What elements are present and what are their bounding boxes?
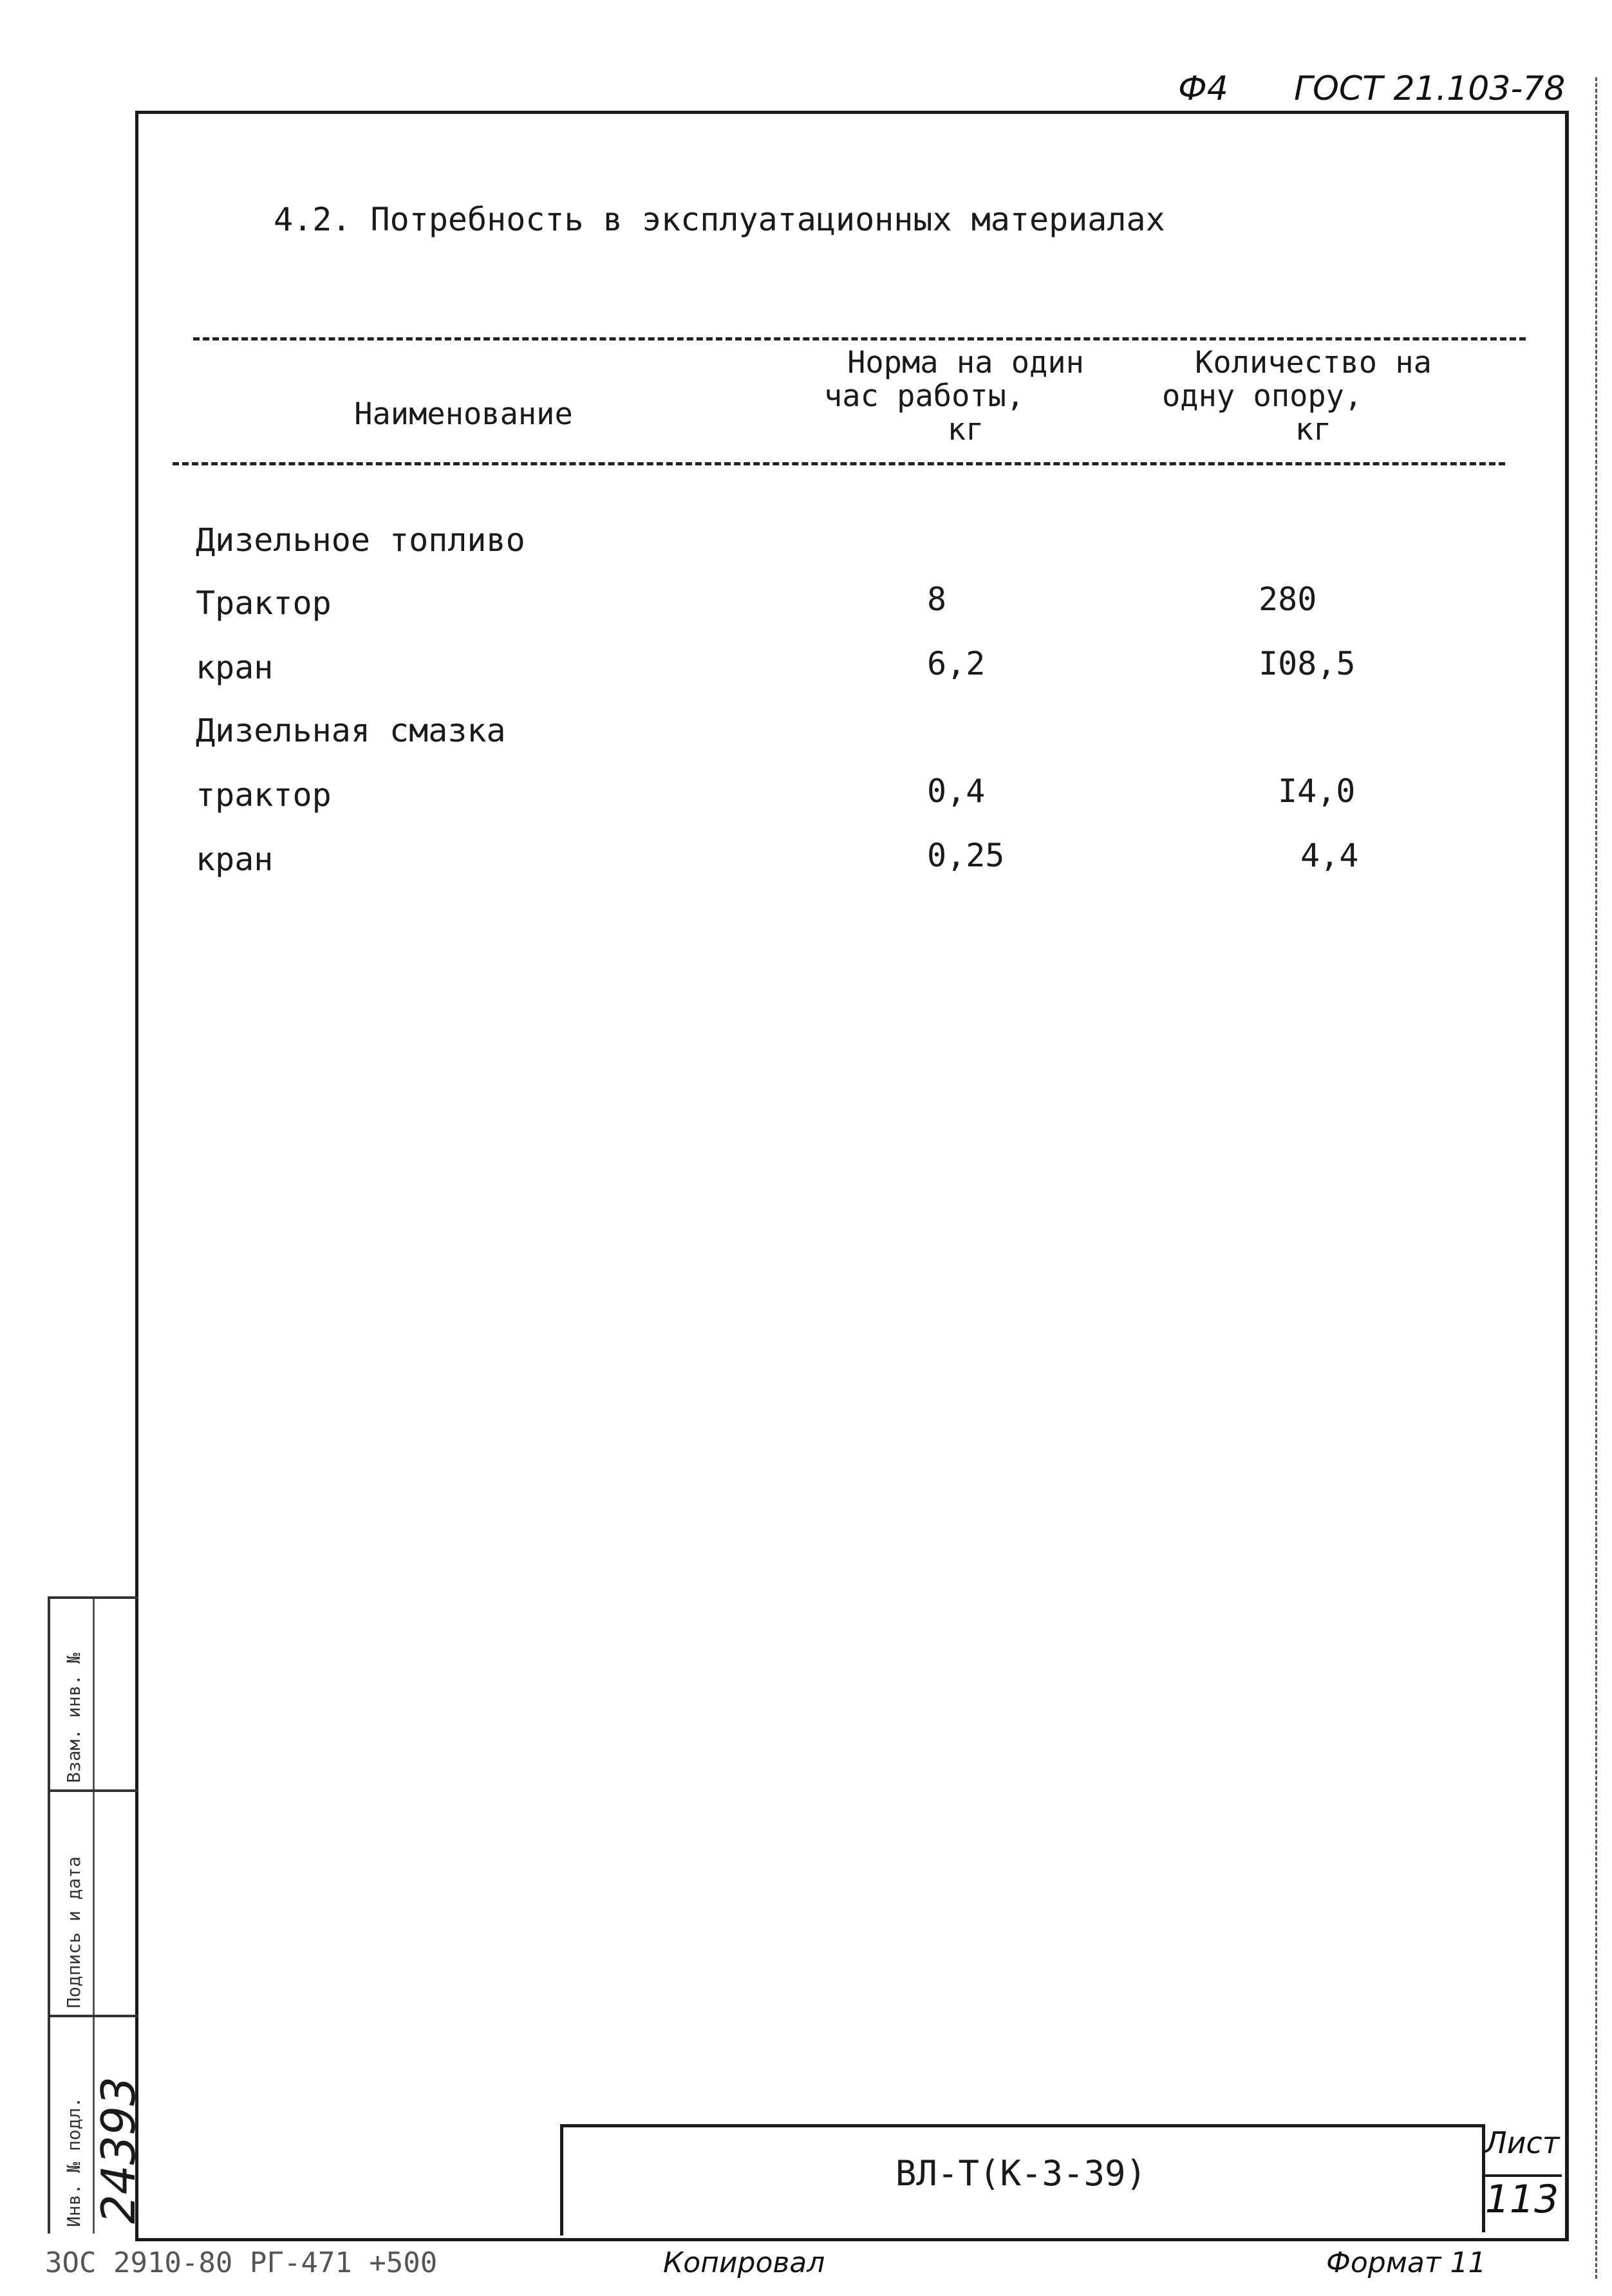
margin-stamp [48, 1596, 145, 2234]
right-margin-line [1595, 77, 1597, 2279]
table-row-norm: 0,25 [927, 837, 1005, 874]
table-row-norm: 0,4 [927, 772, 986, 810]
table-row-name: Дизельная смазка [196, 712, 506, 749]
margin-cell-top [50, 1596, 138, 1599]
table-row-norm: 6,2 [927, 645, 986, 682]
replace-label: Взам. инв. № [63, 1652, 84, 1783]
col-header-norm [798, 346, 1133, 447]
table-row-name: Дизельное топливо [196, 521, 525, 559]
table-row-qty: 4,4 [1300, 837, 1359, 874]
table-row-name: кран [196, 841, 274, 878]
table-row-norm: 8 [927, 581, 947, 618]
margin-cell-sep [50, 2015, 138, 2017]
table-row-qty: I4,0 [1278, 772, 1356, 810]
col-header-norm-line: кг [947, 412, 984, 447]
col-header-qty-line: кг [1295, 412, 1332, 447]
col-header-name [296, 398, 631, 431]
copied-by: Копировал [663, 2246, 825, 2279]
col-header-qty-line: Количество на [1195, 345, 1432, 380]
inv-label: Инв. № подл. [63, 2096, 84, 2227]
table-header-rule [173, 462, 1505, 465]
inv-number: 24393 [91, 2076, 145, 2224]
col-header-name-line: Наименование [354, 397, 573, 432]
table-row-qty: 280 [1259, 581, 1317, 618]
col-header-qty-line: одну опору, [1162, 378, 1363, 414]
format-code: Ф4 [1178, 70, 1228, 108]
table-row-qty: I08,5 [1259, 645, 1356, 682]
standard-code: ГОСТ 21.103-78 [1294, 70, 1566, 108]
col-header-qty [1146, 346, 1481, 447]
col-header-norm-line: Норма на один [847, 345, 1084, 380]
table-row-name: Трактор [196, 584, 332, 622]
sheet-number: 113 [1485, 2177, 1559, 2222]
col-header-norm-line: час работы, [824, 378, 1025, 414]
margin-cell-sep [50, 1789, 138, 1792]
table-top-rule [193, 337, 1526, 341]
table-row-name: кран [196, 649, 274, 686]
paper-format: Формат 11 [1326, 2246, 1486, 2279]
sign-label: Подпись и дата [63, 1856, 84, 2008]
table-row-name: трактор [196, 776, 332, 814]
document-designation: ВЛ-Т(К-3-39) [895, 2153, 1147, 2194]
print-code: ЗОС 2910-80 РГ-471 +500 [45, 2246, 438, 2279]
section-title: 4.2. Потребность в эксплуатационных материалах [274, 201, 1165, 238]
sheet-label: Лист [1485, 2125, 1560, 2160]
